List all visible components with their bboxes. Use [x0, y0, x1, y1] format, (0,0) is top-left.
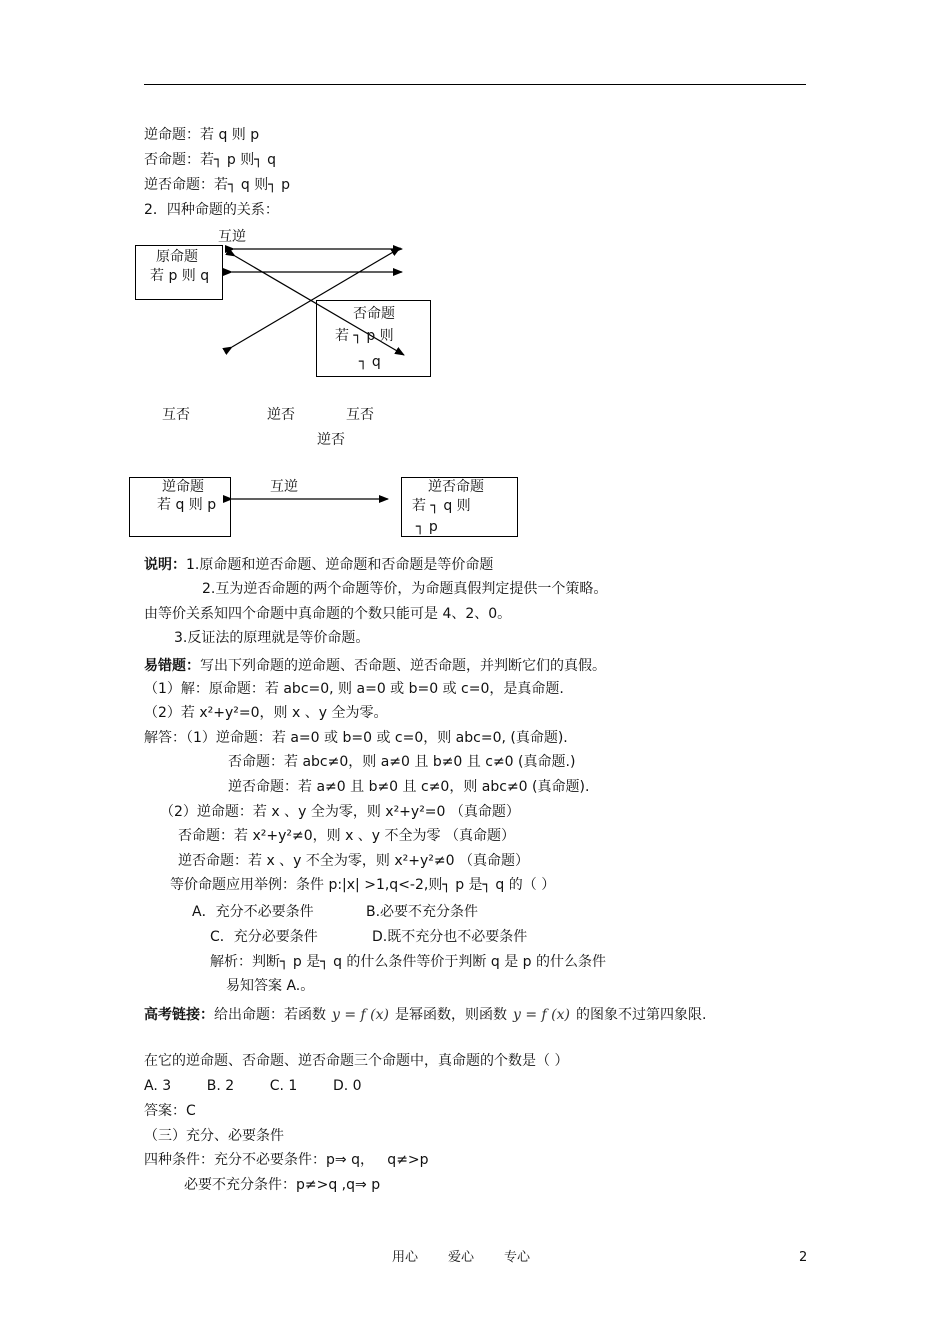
label-arrow-converse: 互逆 — [270, 479, 298, 495]
contrapositive-line: 逆否命题：若┐ q 则┐ p — [144, 177, 290, 193]
converse-proposition-box — [129, 477, 231, 537]
gaokao-heading: 高考链接： — [144, 1007, 214, 1023]
answer-1-contrapositive: 逆否命题：若 a≠0 且 b≠0 且 c≠0，则 abc≠0 (真命题). — [228, 779, 590, 795]
contra-body-1: 若 ┐ q 则 — [412, 498, 471, 514]
section2-heading: 2．四种命题的关系： — [144, 202, 279, 218]
label-contra-center: 逆否 — [317, 432, 345, 448]
converse-line: 逆命题：若 q 则 p — [144, 127, 260, 143]
gaokao-question: 在它的逆命题、否命题、逆否命题三个命题中，真命题的个数是（ ） — [144, 1053, 569, 1069]
problem-heading: 易错题： — [144, 658, 200, 674]
inverse-line: 否命题：若┐ p 则┐ q — [144, 152, 276, 168]
note-2: 2.互为逆否命题的两个命题等价，为命题真假判定提供一个策略。 — [202, 581, 608, 597]
option-a: A．充分不必要条件 — [192, 904, 314, 920]
note-1: 1.原命题和逆否命题、逆命题和否命题是等价命题 — [186, 557, 494, 573]
contra-title: 逆否命题 — [428, 479, 484, 495]
label-mutual-negation-left: 互否 — [162, 407, 190, 423]
problem-line — [144, 657, 606, 675]
converse-body: 若 q 则 p — [157, 497, 217, 513]
inverse-proposition-box — [316, 300, 431, 377]
answer-line: 易知答案 A.。 — [226, 978, 315, 994]
problem-part-1: （1）解：原命题：若 abc=0, 则 a=0 或 b=0 或 c=0，是真命题. — [144, 681, 564, 697]
option-c: C．充分必要条件 — [210, 929, 318, 945]
footer-motto-2: 爱心 — [448, 1250, 475, 1265]
section3-line-1: 四种条件：充分不必要条件：p⇒ q， q≠>p — [144, 1152, 429, 1168]
inverse-body-2: ┐ q — [359, 354, 381, 370]
converse-title: 逆命题 — [162, 479, 204, 495]
answer-1-converse: 解答：（1）逆命题：若 a=0 或 b=0 或 c=0，则 abc=0, (真命题). — [144, 730, 568, 746]
answer-2-converse: （2）逆命题：若 x 、y 全为零，则 x²+y²=0 （真命题） — [160, 804, 520, 820]
note-2b: 由等价关系知四个命题中真命题的个数只能可是 4、2、0。 — [144, 606, 512, 622]
answer-2-contrapositive: 逆否命题：若 x 、y 不全为零，则 x²+y²≠0 （真命题） — [178, 853, 529, 869]
label-mutual-negation-right: 互否 — [346, 407, 374, 423]
section3-title: （三）充分、必要条件 — [144, 1128, 284, 1144]
contrapositive-proposition-box — [401, 477, 518, 537]
footer-motto-1: 用心 — [392, 1250, 419, 1265]
original-body: 若 p 则 q — [150, 268, 210, 284]
gaokao-options: A. 3 B. 2 C. 1 D. 0 — [144, 1078, 362, 1094]
original-title: 原命题 — [156, 249, 198, 265]
original-proposition-box — [135, 245, 223, 300]
inverse-body-1: 若 ┐ p 则 — [335, 328, 394, 344]
example-line: 等价命题应用举例：条件 p:|x| >1,q<-2,则┐ p 是┐ q 的（ ） — [170, 877, 556, 893]
gaokao-answer: 答案：C — [144, 1103, 196, 1119]
footer-motto-3: 专心 — [504, 1250, 531, 1265]
page-number: 2 — [799, 1250, 808, 1265]
gaokao-text-c: 的图象不过第四象限. — [576, 1007, 707, 1023]
gaokao-text-b: 是幂函数，则函数 — [395, 1007, 507, 1023]
math-expression-1: y = f (x) — [332, 1007, 389, 1023]
analysis-line: 解析：判断┐ p 是┐ q 的什么条件等价于判断 q 是 p 的什么条件 — [210, 954, 607, 970]
gaokao-line — [144, 1006, 706, 1024]
contra-body-2: ┐ p — [416, 519, 438, 535]
inverse-title: 否命题 — [353, 306, 395, 322]
note-3: 3.反证法的原理就是等价命题。 — [174, 630, 370, 646]
option-d: D.既不充分也不必要条件 — [372, 929, 528, 945]
label-mutual-converse: 互逆 — [218, 229, 246, 245]
notes-line-1 — [144, 556, 493, 574]
problem-prompt: 写出下列命题的逆命题、否命题、逆否命题，并判断它们的真假。 — [200, 658, 606, 674]
math-expression-2: y = f (x) — [513, 1007, 570, 1023]
notes-heading: 说明： — [144, 557, 186, 573]
answer-1-inverse: 否命题：若 abc≠0，则 a≠0 且 b≠0 且 c≠0 (真命题.) — [228, 754, 576, 770]
problem-part-2: （2）若 x²+y²=0，则 x 、y 全为零。 — [144, 705, 388, 721]
option-b: B.必要不充分条件 — [366, 904, 479, 920]
answer-2-inverse: 否命题：若 x²+y²≠0，则 x 、y 不全为零 （真命题） — [178, 828, 515, 844]
label-contra-mid: 逆否 — [267, 407, 295, 423]
section3-line-2: 必要不充分条件：p≠>q ,q⇒ p — [184, 1177, 381, 1193]
gaokao-text-a: 给出命题：若函数 — [214, 1007, 326, 1023]
